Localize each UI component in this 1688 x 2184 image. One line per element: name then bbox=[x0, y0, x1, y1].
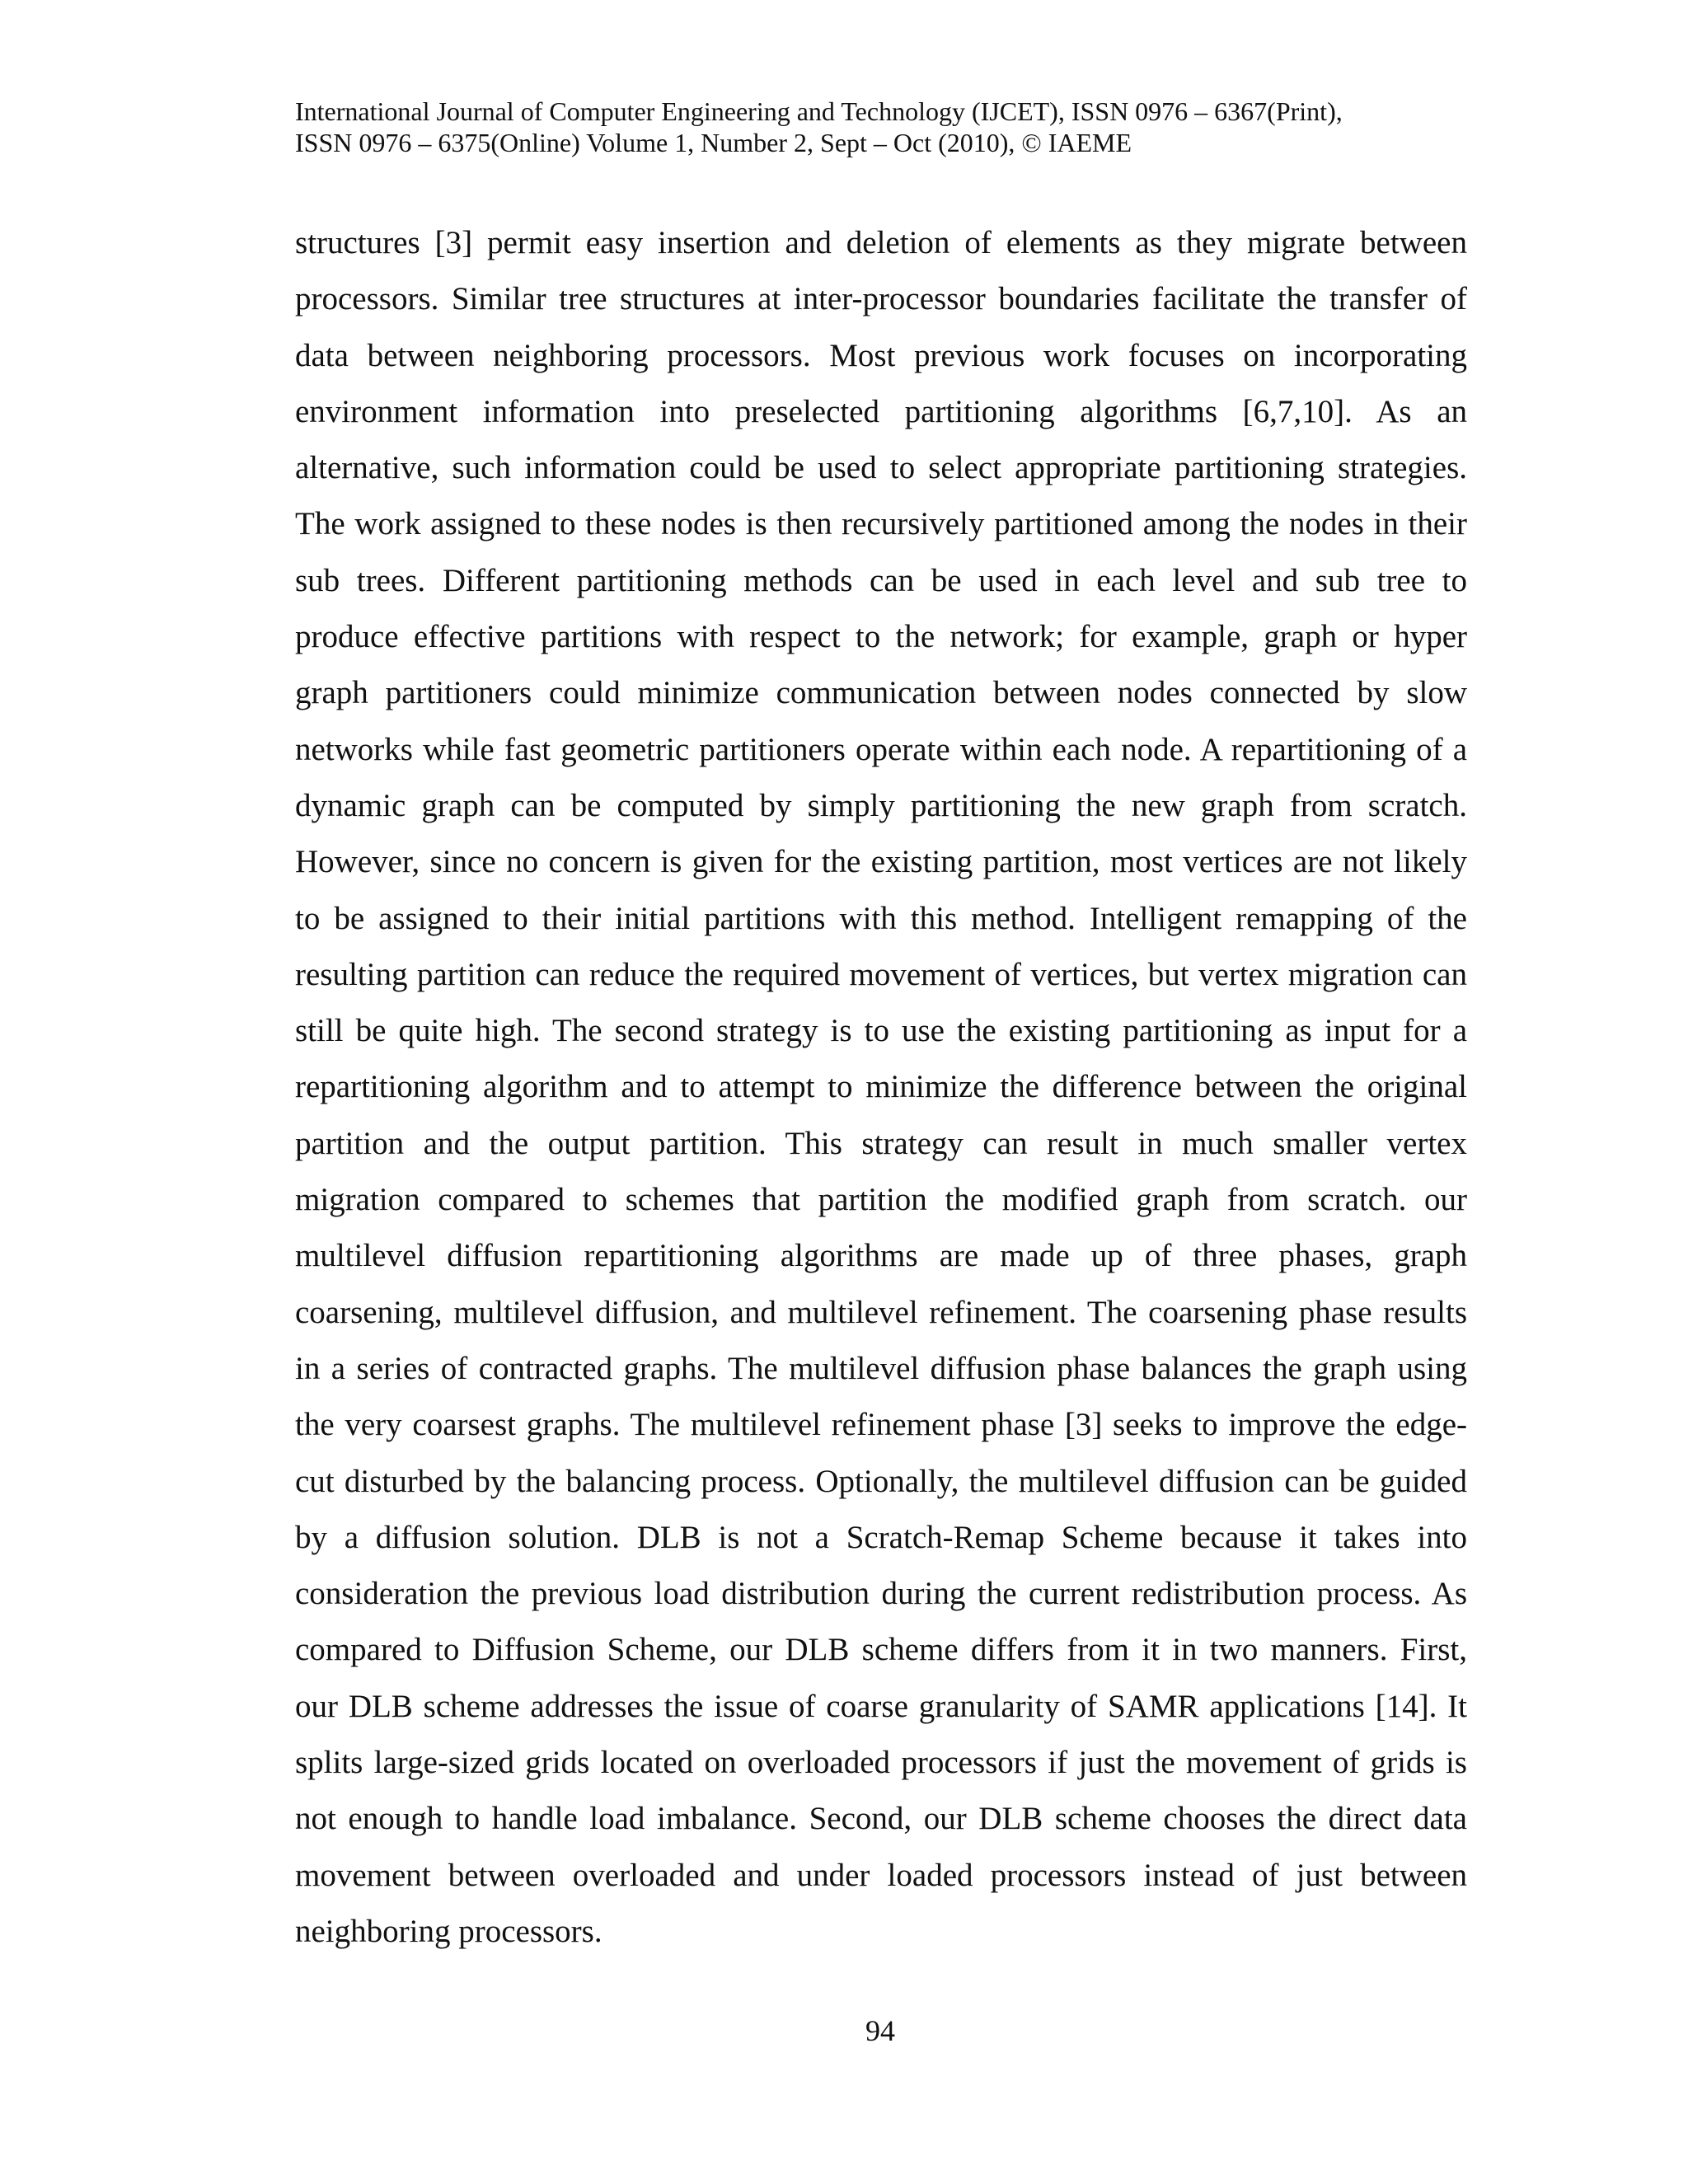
body-paragraph bbox=[295, 215, 1467, 1960]
text-line: sub trees. Different partitioning methods can be used in each level and sub tree to bbox=[295, 562, 1467, 598]
page-number: 94 bbox=[865, 2014, 895, 2047]
text-line: resulting partition can reduce the required movement of vertices, but vertex migration can bbox=[295, 956, 1467, 992]
text-line: However, since no concern is given for the existing partition, most vertices are not likely bbox=[295, 844, 1467, 880]
text-line: alternative, such information could be used to select appropriate partitioning strategies. bbox=[295, 450, 1467, 486]
text-line: migration compared to schemes that partition the modified graph from scratch. our bbox=[295, 1182, 1467, 1218]
text-line: neighboring processors. bbox=[295, 1913, 603, 1949]
text-line: the very coarsest graphs. The multilevel refinement phase [3] seeks to improve the edge- bbox=[295, 1407, 1467, 1443]
text-line: produce effective partitions with respect to the network; for example, graph or hyper bbox=[295, 619, 1467, 655]
text-line: by a diffusion solution. DLB is not a Scratch-Remap Scheme because it takes into bbox=[295, 1519, 1467, 1555]
text-line: graph partitioners could minimize communication between nodes connected by slow bbox=[295, 675, 1467, 711]
text-line: data between neighboring processors. Most previous work focuses on incorporating bbox=[295, 337, 1467, 373]
text-line: structures [3] permit easy insertion and deletion of elements as they migrate between bbox=[295, 225, 1467, 260]
text-line: our DLB scheme addresses the issue of coarse granularity of SAMR applications [14]. It bbox=[295, 1688, 1467, 1724]
text-line: repartitioning algorithm and to attempt to minimize the difference between the original bbox=[295, 1069, 1467, 1105]
text-line: multilevel diffusion repartitioning algorithms are made up of three phases, graph bbox=[295, 1238, 1467, 1274]
text-line: The work assigned to these nodes is then recursively partitioned among the nodes in their bbox=[295, 506, 1467, 542]
journal-header-line-2: ISSN 0976 – 6375(Online) Volume 1, Number 2, Sept – Oct (2010), © IAEME bbox=[295, 128, 1132, 157]
journal-header bbox=[295, 96, 1482, 158]
text-line: movement between overloaded and under loaded processors instead of just between bbox=[295, 1857, 1467, 1893]
text-line: cut disturbed by the balancing process. Optionally, the multilevel diffusion can be guided bbox=[295, 1463, 1467, 1499]
text-line: partition and the output partition. This strategy can result in much smaller vertex bbox=[295, 1125, 1467, 1161]
journal-header-line-1: International Journal of Computer Engineering and Technology (IJCET), ISSN 0976 – 6367(Print), bbox=[295, 96, 1343, 126]
text-line: in a series of contracted graphs. The multilevel diffusion phase balances the graph using bbox=[295, 1350, 1467, 1386]
text-line: networks while fast geometric partitioners operate within each node. A repartitioning of a bbox=[295, 731, 1467, 767]
text-line: processors. Similar tree structures at inter-processor boundaries facilitate the transfer of bbox=[295, 281, 1467, 317]
text-line: to be assigned to their initial partitions with this method. Intelligent remapping of the bbox=[295, 900, 1467, 936]
text-line: still be quite high. The second strategy is to use the existing partitioning as input for a bbox=[295, 1013, 1467, 1049]
text-line: compared to Diffusion Scheme, our DLB scheme differs from it in two manners. First, bbox=[295, 1632, 1467, 1668]
text-line: dynamic graph can be computed by simply partitioning the new graph from scratch. bbox=[295, 787, 1467, 823]
text-line: coarsening, multilevel diffusion, and multilevel refinement. The coarsening phase results bbox=[295, 1294, 1467, 1330]
text-line: consideration the previous load distribution during the current redistribution process. As bbox=[295, 1576, 1467, 1612]
text-line: environment information into preselected partitioning algorithms [6,7,10]. As an bbox=[295, 393, 1467, 429]
text-line: splits large-sized grids located on overloaded processors if just the movement of grids is bbox=[295, 1745, 1467, 1781]
text-line: not enough to handle load imbalance. Second, our DLB scheme chooses the direct data bbox=[295, 1801, 1467, 1837]
